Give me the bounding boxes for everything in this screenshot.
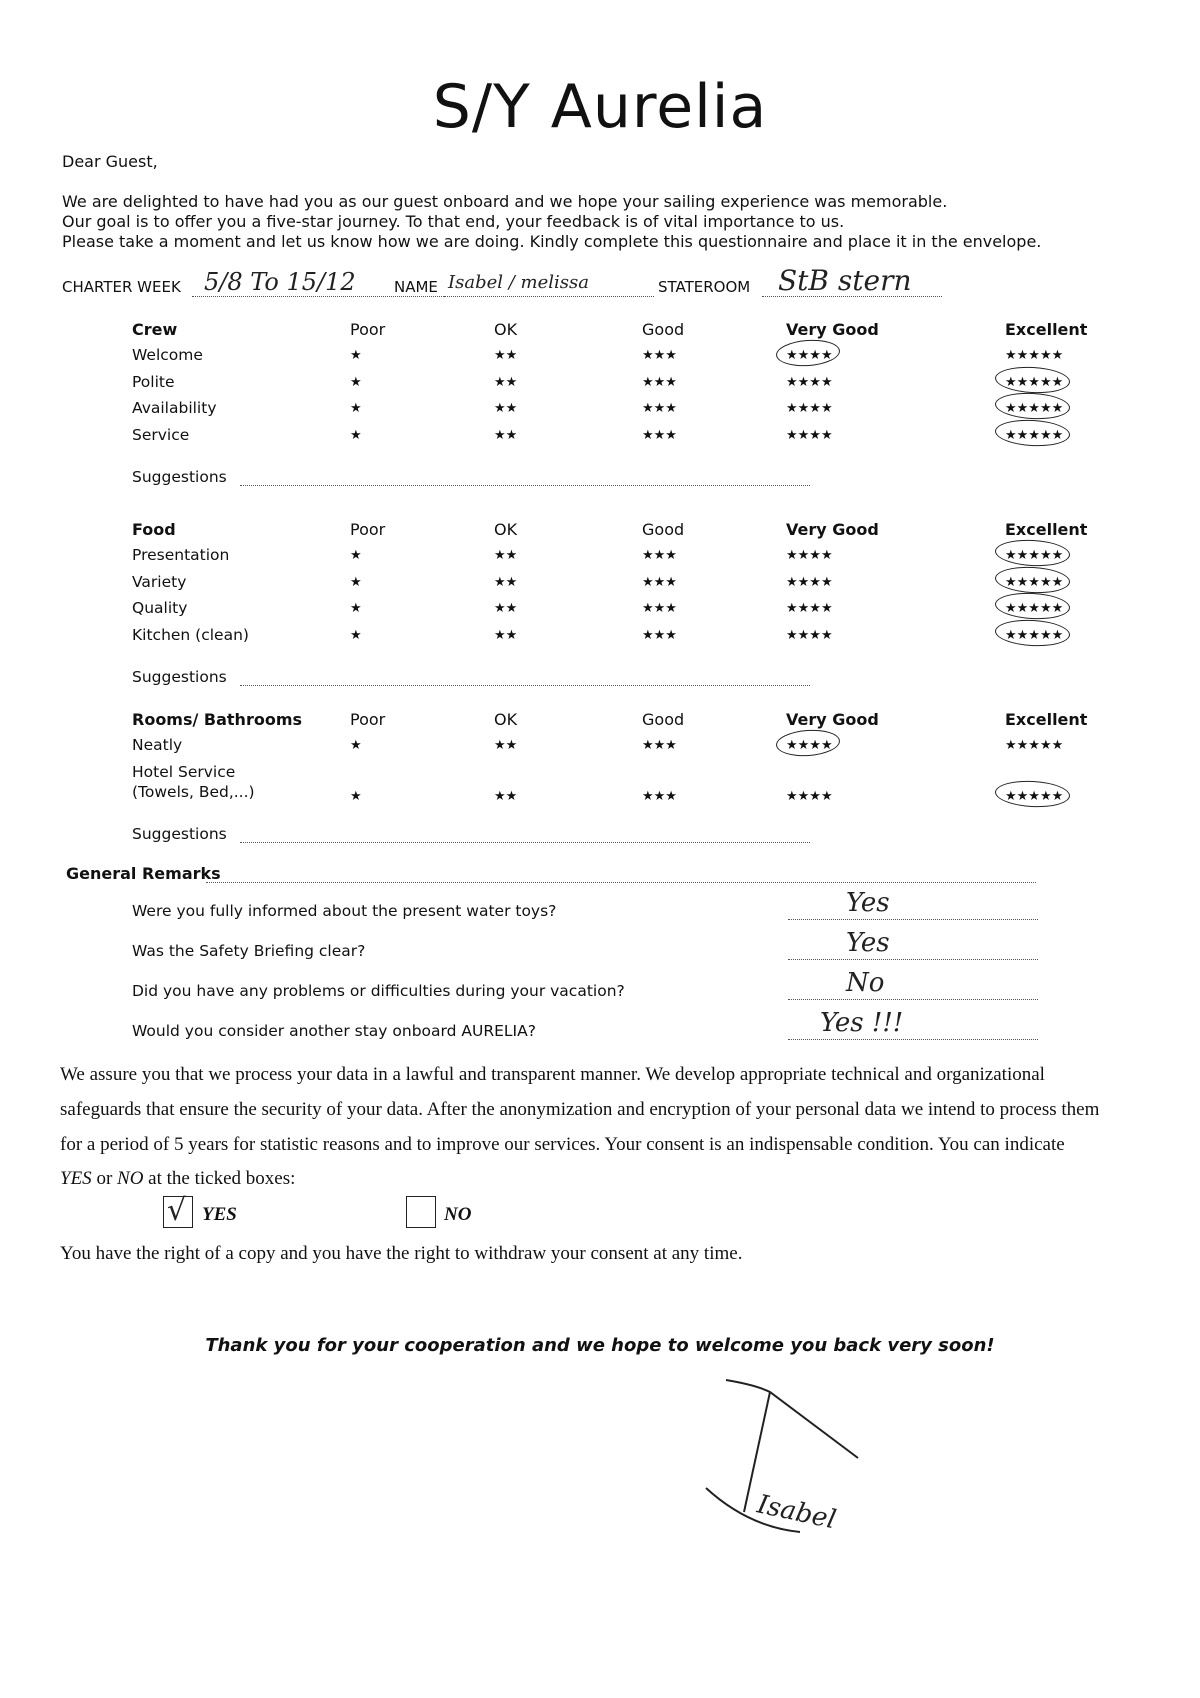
rating-header-poor: Poor <box>350 520 386 539</box>
name-value[interactable]: Isabel / melissa <box>448 272 589 293</box>
general-remarks-dots <box>206 882 1036 883</box>
rating-option-1-stars[interactable]: ★ <box>350 427 362 443</box>
general-question: Would you consider another stay onboard AURELIA? <box>132 1022 536 1040</box>
general-answer[interactable]: No <box>846 968 885 998</box>
general-remarks-title: General Remarks <box>66 864 221 883</box>
rating-header-excellent: Excellent <box>1005 320 1088 339</box>
selected-rating-circle <box>775 728 841 758</box>
rating-option-5-stars[interactable]: ★★★★★ <box>1005 548 1064 563</box>
privacy-line-4 <box>60 1162 295 1196</box>
rating-header-good: Good <box>642 520 685 539</box>
general-answer-line <box>788 919 1038 920</box>
rating-option-4-stars[interactable]: ★★★★ <box>786 788 833 804</box>
rating-item-label: Kitchen (clean) <box>132 625 249 644</box>
rating-header-ok: OK <box>494 320 518 339</box>
selected-rating-circle <box>994 538 1070 568</box>
rating-option-2-stars[interactable]: ★★ <box>494 574 518 590</box>
general-answer[interactable]: Yes !!! <box>820 1008 904 1038</box>
consent-no-label: NO <box>444 1204 472 1225</box>
rating-option-3-stars[interactable]: ★★★ <box>642 601 677 616</box>
general-answer-line <box>788 1039 1038 1040</box>
rating-option-2-stars[interactable]: ★★ <box>494 738 518 753</box>
rating-option-4-stars[interactable]: ★★★★ <box>786 574 833 590</box>
rating-option-1-stars[interactable]: ★ <box>350 627 362 643</box>
rating-item-label: Polite <box>132 372 175 391</box>
rating-option-1-stars[interactable]: ★ <box>350 548 362 563</box>
consent-yes-label: YES <box>202 1204 237 1225</box>
rating-item-label: Availability <box>132 399 217 417</box>
suggestions-input[interactable] <box>240 485 810 486</box>
general-answer[interactable]: Yes <box>846 928 890 958</box>
rating-option-5-stars[interactable]: ★★★★★ <box>1005 348 1064 363</box>
general-answer[interactable]: Yes <box>846 888 890 918</box>
consent-yes-checkbox[interactable] <box>163 1193 193 1228</box>
privacy-yes-word: YES <box>60 1168 92 1189</box>
rating-option-5-stars[interactable]: ★★★★★ <box>1005 374 1064 390</box>
rating-option-4-stars[interactable]: ★★★★ <box>786 548 833 563</box>
rating-option-5-stars[interactable]: ★★★★★ <box>1005 427 1064 443</box>
rating-option-2-stars[interactable]: ★★ <box>494 788 518 804</box>
rating-item-label: Neatly <box>132 736 183 754</box>
rating-item-label: Variety <box>132 572 187 591</box>
rating-header-ok: OK <box>494 710 518 729</box>
rating-option-3-stars[interactable]: ★★★ <box>642 788 677 804</box>
general-answer-line <box>788 959 1038 960</box>
rating-option-1-stars[interactable]: ★ <box>350 374 362 390</box>
rating-option-4-stars[interactable]: ★★★★ <box>786 348 833 363</box>
intro-line-1: We are delighted to have had you as our guest onboard and we hope your sailing experience was memorable. <box>62 192 948 211</box>
charter-week-value[interactable]: 5/8 To 15/12 <box>204 268 356 296</box>
intro-line-2: Our goal is to offer you a five-star journey. To that end, your feedback is of vital importance to us. <box>62 212 845 231</box>
suggestions-input[interactable] <box>240 842 810 843</box>
name-label: NAME <box>394 278 438 296</box>
suggestions-input[interactable] <box>240 685 810 686</box>
rating-header-poor: Poor <box>350 710 386 729</box>
check-mark-icon: √ <box>167 1193 187 1228</box>
rating-option-4-stars[interactable]: ★★★★ <box>786 601 833 616</box>
rating-option-2-stars[interactable]: ★★ <box>494 601 518 616</box>
rating-option-2-stars[interactable]: ★★ <box>494 401 518 416</box>
suggestions-label: Suggestions <box>132 668 227 686</box>
rating-option-5-stars[interactable]: ★★★★★ <box>1005 788 1064 804</box>
rating-option-5-stars[interactable]: ★★★★★ <box>1005 738 1064 753</box>
privacy-line-4-rest: at the ticked boxes: <box>143 1168 296 1189</box>
rating-option-4-stars[interactable]: ★★★★ <box>786 427 833 443</box>
selected-rating-circle <box>994 565 1070 595</box>
rating-option-2-stars[interactable]: ★★ <box>494 627 518 643</box>
charter-info-row <box>62 264 962 302</box>
charter-week-label: CHARTER WEEK <box>62 278 181 296</box>
rating-option-3-stars[interactable]: ★★★ <box>642 374 677 390</box>
rating-item-label: Welcome <box>132 346 203 364</box>
rating-option-2-stars[interactable]: ★★ <box>494 374 518 390</box>
section-title: Food <box>132 520 176 539</box>
rating-item-label: Quality <box>132 599 188 617</box>
stateroom-label: STATEROOM <box>658 278 751 296</box>
rating-option-1-stars[interactable]: ★ <box>350 788 362 804</box>
section-title: Crew <box>132 320 178 339</box>
selected-rating-circle <box>994 779 1070 809</box>
rating-option-1-stars[interactable]: ★ <box>350 601 362 616</box>
rating-header-ok: OK <box>494 520 518 539</box>
rating-option-3-stars[interactable]: ★★★ <box>642 627 677 643</box>
selected-rating-circle <box>994 391 1070 421</box>
rating-header-very-good: Very Good <box>786 710 879 729</box>
signature-drawing <box>700 1370 880 1550</box>
selected-rating-circle <box>994 418 1070 448</box>
rating-item-label: Presentation <box>132 546 230 564</box>
general-question: Did you have any problems or difficulties during your vacation? <box>132 982 625 1000</box>
rating-header-very-good: Very Good <box>786 320 879 339</box>
consent-no-checkbox[interactable] <box>406 1196 436 1228</box>
rating-option-3-stars[interactable]: ★★★ <box>642 427 677 443</box>
page-title: S/Y Aurelia <box>432 72 768 142</box>
rating-option-4-stars[interactable]: ★★★★ <box>786 738 833 753</box>
rating-option-1-stars[interactable]: ★ <box>350 738 362 753</box>
general-question: Were you fully informed about the present water toys? <box>132 902 557 920</box>
rating-option-2-stars[interactable]: ★★ <box>494 348 518 363</box>
general-question: Was the Safety Briefing clear? <box>132 942 366 960</box>
rating-option-4-stars[interactable]: ★★★★ <box>786 627 833 643</box>
suggestions-label: Suggestions <box>132 825 227 843</box>
rating-option-4-stars[interactable]: ★★★★ <box>786 374 833 390</box>
rating-header-excellent: Excellent <box>1005 710 1088 729</box>
rating-header-poor: Poor <box>350 320 386 339</box>
suggestions-label: Suggestions <box>132 468 227 486</box>
rating-option-4-stars[interactable]: ★★★★ <box>786 401 833 416</box>
general-answer-line <box>788 999 1038 1000</box>
signature <box>700 1370 880 1550</box>
charter-week-dots <box>192 296 454 297</box>
stateroom-value[interactable]: StB stern <box>778 264 912 297</box>
rating-item-label: Service <box>132 425 190 444</box>
rating-option-1-stars[interactable]: ★ <box>350 574 362 590</box>
selected-rating-circle <box>994 591 1070 621</box>
rating-option-1-stars[interactable]: ★ <box>350 401 362 416</box>
privacy-line-1: We assure you that we process your data in a lawful and transparent manner. We develop appropriate technical and organizational <box>60 1064 1045 1085</box>
rating-header-good: Good <box>642 710 685 729</box>
rating-option-5-stars[interactable]: ★★★★★ <box>1005 574 1064 590</box>
rating-header-excellent: Excellent <box>1005 520 1088 539</box>
rating-option-3-stars[interactable]: ★★★ <box>642 348 677 363</box>
rating-header-good: Good <box>642 320 685 339</box>
name-dots <box>444 296 654 297</box>
privacy-line-2: safeguards that ensure the security of your data. After the anonymization and encryption of your personal data we intend to process them <box>60 1099 1100 1120</box>
rating-option-3-stars[interactable]: ★★★ <box>642 548 677 563</box>
selected-rating-circle <box>775 338 841 368</box>
section-title: Rooms/ Bathrooms <box>132 710 303 729</box>
rating-option-2-stars[interactable]: ★★ <box>494 427 518 443</box>
rating-option-5-stars[interactable]: ★★★★★ <box>1005 401 1064 416</box>
rating-option-5-stars[interactable]: ★★★★★ <box>1005 601 1064 616</box>
signature-text: Isabel <box>754 1489 839 1536</box>
thank-you-message: Thank you for your cooperation and we hope to welcome you back very soon! <box>205 1335 995 1356</box>
selected-rating-circle <box>994 618 1070 648</box>
rating-option-2-stars[interactable]: ★★ <box>494 548 518 563</box>
greeting: Dear Guest, <box>62 152 158 171</box>
rating-item-label: Hotel Service <box>132 762 236 781</box>
rating-header-very-good: Very Good <box>786 520 879 539</box>
privacy-or-word: or <box>91 1168 118 1189</box>
privacy-line-3: for a period of 5 years for statistic reasons and to improve our services. Your consent is an indispensable condition. You can indicate <box>60 1134 1065 1155</box>
rating-option-3-stars[interactable]: ★★★ <box>642 574 677 590</box>
rating-option-5-stars[interactable]: ★★★★★ <box>1005 627 1064 643</box>
intro-line-3: Please take a moment and let us know how we are doing. Kindly complete this questionnaire and place it in the envelope. <box>62 232 1042 251</box>
withdraw-consent-text: You have the right of a copy and you have the right to withdraw your consent at any time. <box>60 1243 743 1264</box>
rating-option-3-stars[interactable]: ★★★ <box>642 401 677 416</box>
selected-rating-circle <box>994 365 1070 395</box>
rating-option-3-stars[interactable]: ★★★ <box>642 738 677 753</box>
rating-option-1-stars[interactable]: ★ <box>350 348 362 363</box>
privacy-no-word: NO <box>117 1168 144 1189</box>
rating-item-sublabel: (Towels, Bed,...) <box>132 782 255 801</box>
